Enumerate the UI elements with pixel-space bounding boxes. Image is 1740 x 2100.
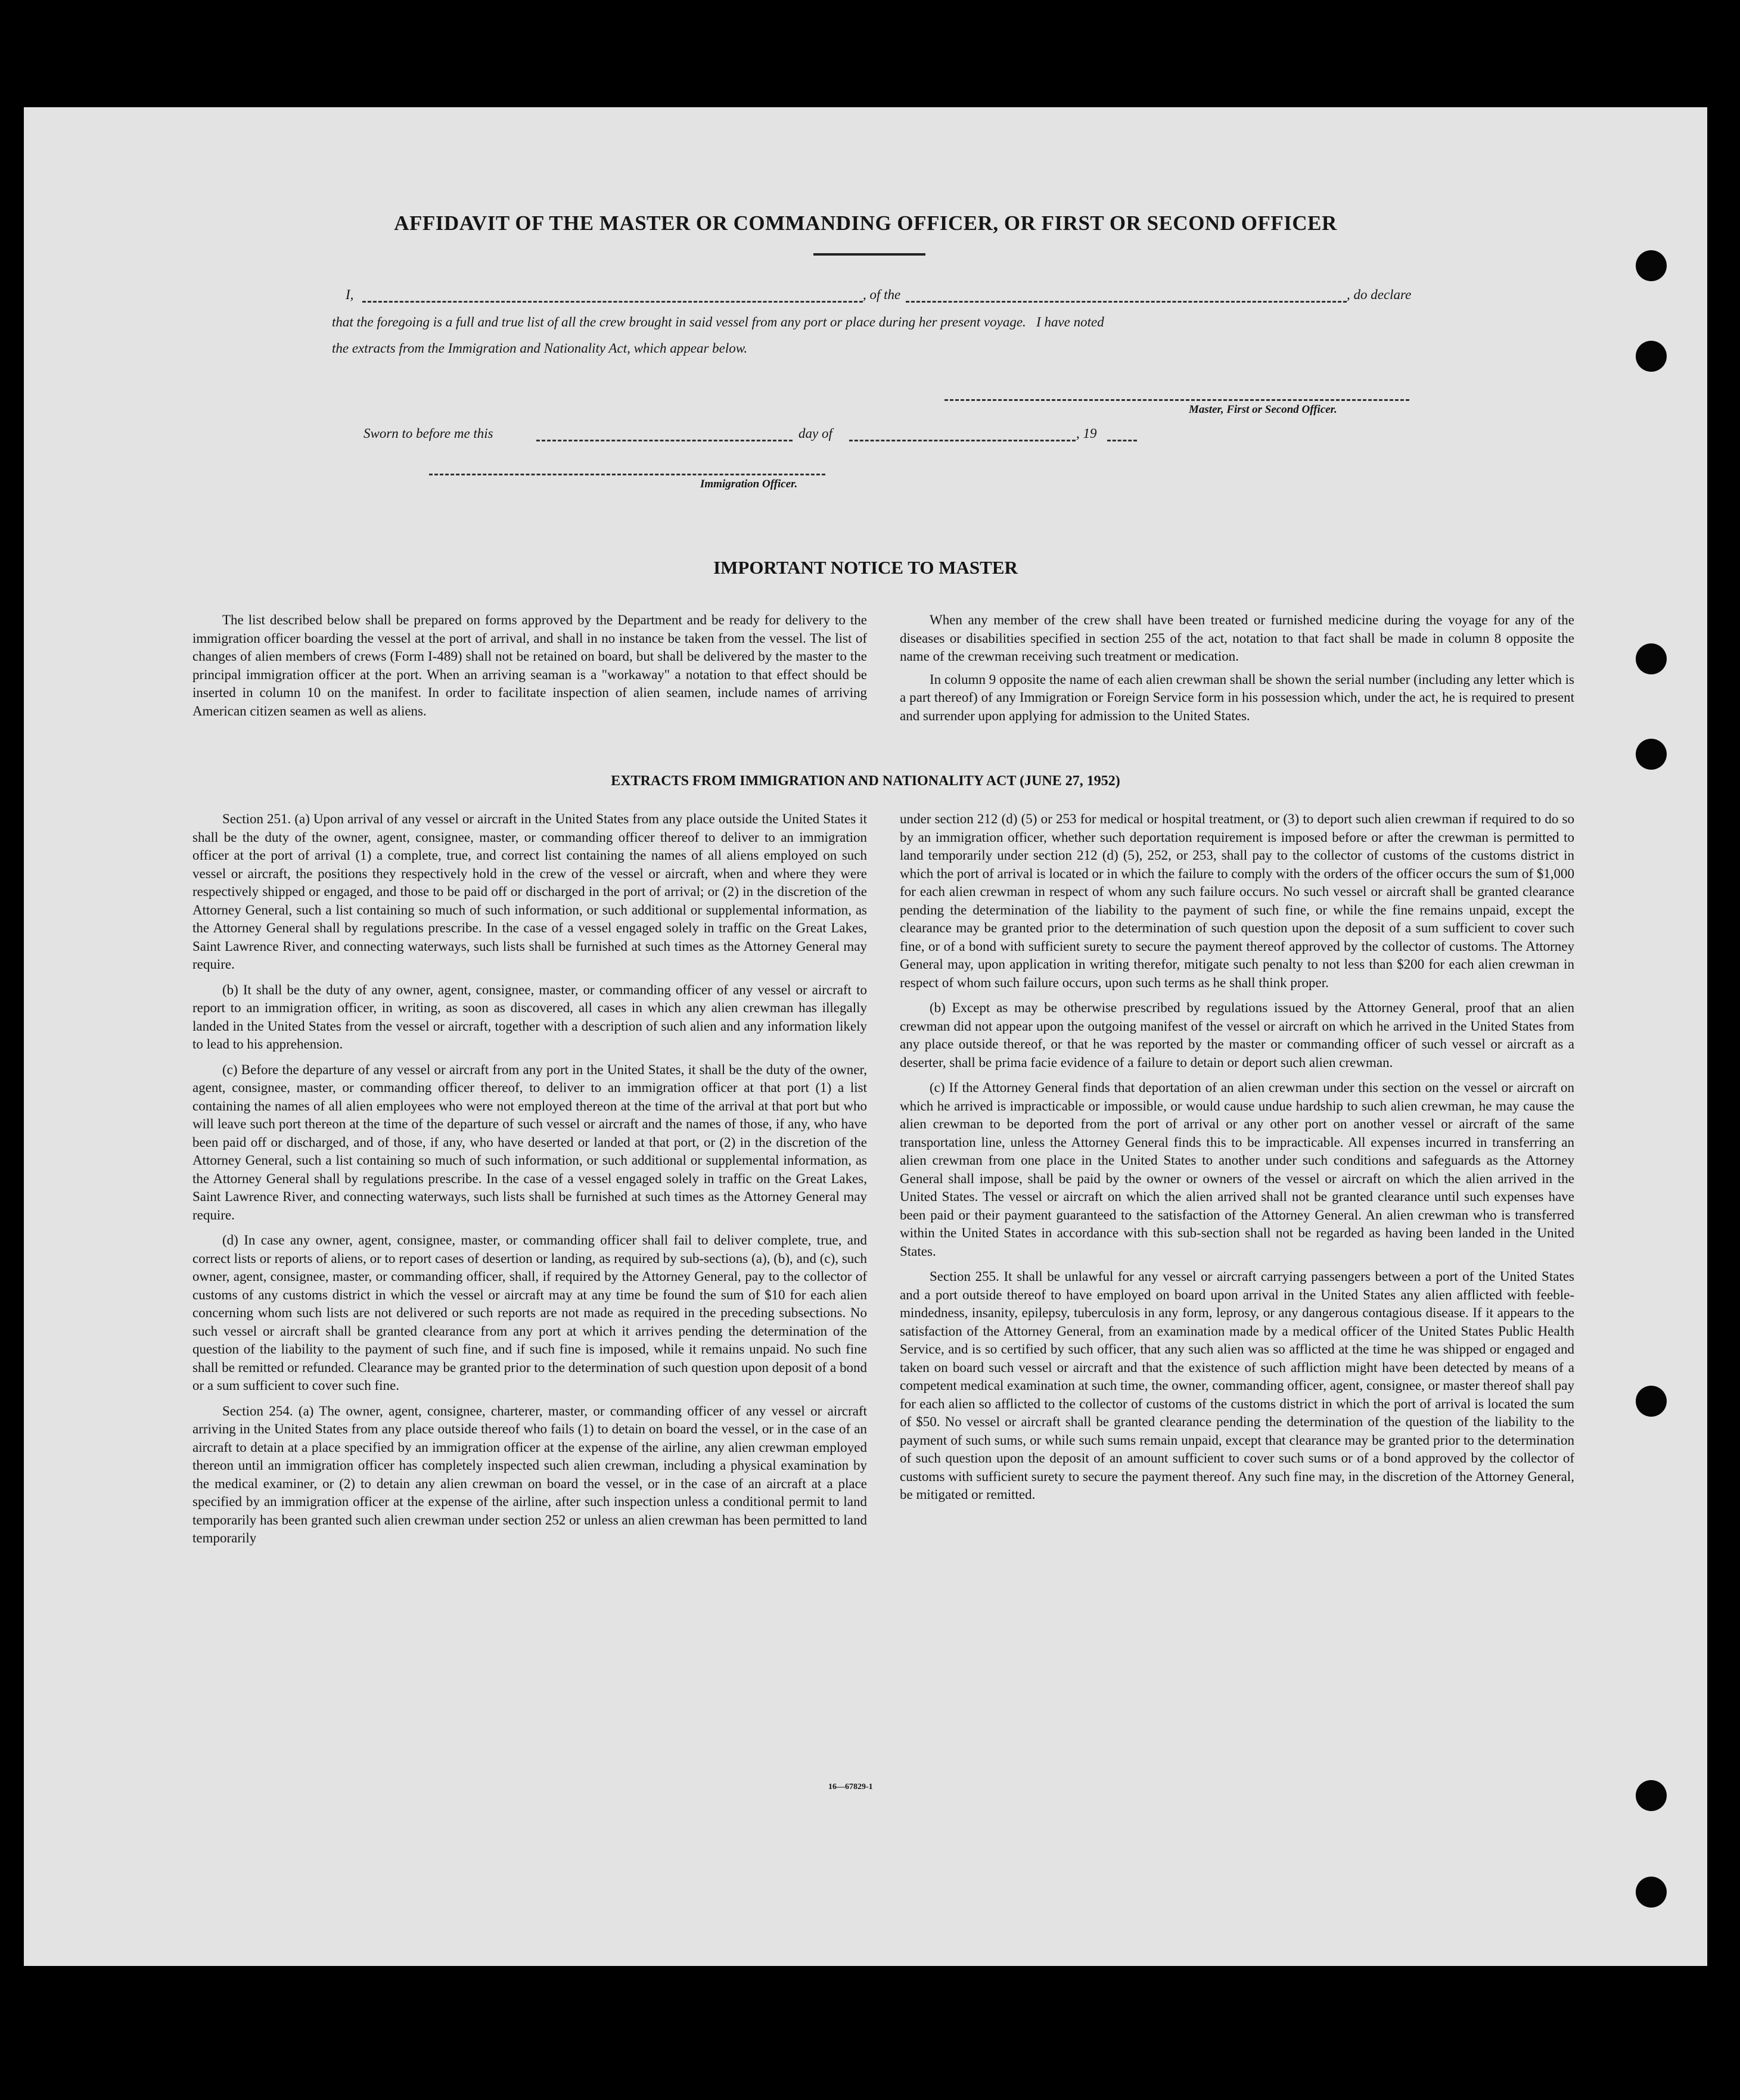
notice-paragraph: The list described below shall be prepared on forms approved by the Department and be ready for delivery to the immigration officer boarding the vessel at the port of arrival, and shall in no instance be taken from the vessel. The list of changes of alien members of crews (Form I-489) shall not be retained on board, but shall be delivered by the master to the principal immigration officer at the port. When an arriving seaman is a "workaway" a notation to that effect should be inserted in column 10 on the manifest. In order to facilitate inspection of alien seamen, include names of arriving American citizen seamen as well as aliens. — [192, 612, 867, 718]
punch-hole — [1636, 250, 1667, 281]
notice-title: IMPORTANT NOTICE TO MASTER — [713, 557, 1018, 578]
extract-paragraph: Section 251. (a) Upon arrival of any vessel or aircraft in the United States from any place outside the United States it shall be the duty of the owner, agent, consignee, master, or commanding officer thereof to deliver to an immigration officer at the port of arrival (1) a complete, true, and correct list containing the names of all aliens employed on such vessel or aircraft, the positions they respectively hold in the crew of the vessel or aircraft, when and where they were respectively shipped or engaged, and those to be paid off or discharged in the port of arrival; or (2) in the discretion of the Attorney General, such a list containing so much of such information, or such additional or supplemental information, as the Attorney General shall by regulations prescribe. In the case of a vessel engaged solely in traffic on the Great Lakes, Saint Lawrence River, and connecting waterways, such lists shall be furnished at such times as the Attorney General may require. — [192, 811, 867, 972]
master-signature-blank[interactable] — [944, 399, 1409, 401]
extracts-right-column — [900, 810, 1574, 1504]
affidavit-title: AFFIDAVIT OF THE MASTER OR COMMANDING OFFICER, OR FIRST OR SECOND OFFICER — [394, 211, 1337, 235]
sworn-day-blank[interactable] — [536, 440, 793, 441]
extract-paragraph: Section 255. It shall be unlawful for any vessel or aircraft carrying passengers between a port of the United States and a port outside thereof to have employed on board upon arrival in the United States any alien afflicted with feeble-mindedness, insanity, epilepsy, tuberculosis in any form, leprosy, or any dangerous contagious disease. If it appears to the satisfaction of the Attorney General, from an examination made by a medical officer of the United States Public Health Service, and is so certified by such officer, that any such alien was so afflicted at the time he was shipped or engaged and taken on board such vessel or aircraft and that the existence of such affliction might have been detected by means of a competent medical examination at such time, the owner, commanding officer, agent, consignee, or master thereof shall pay for each alien so afflicted to the collector of customs of the customs district in which the port of arrival is located the sum of $50. No vessel or aircraft shall be granted clearance pending the determination of the question of the liability to the payment of such sums, or while such sums remain unpaid, except that clearance may be granted prior to the determination of such question upon the deposit of an amount sufficient to cover such sums or of a bond approved by the collector of customs with sufficient surety to secure the payment thereof. Any such fine may, in the discretion of the Attorney General, be mitigated or remitted. — [900, 1269, 1574, 1502]
extracts-title: EXTRACTS FROM IMMIGRATION AND NATIONALITY ACT (JUNE 27, 1952) — [611, 773, 1120, 789]
affidavit-of-the-label: , of the — [863, 287, 901, 302]
extract-paragraph: under section 212 (d) (5) or 253 for medical or hospital treatment, or (3) to deport such alien crewman if required to do so by an immigration officer, whether such deportation requirement is imposed before or after the crewman is permitted to land temporarily under section 212 (d) (5), 252, or 253, shall pay to the collector of customs of the customs district in which the port of arrival is located or in which the failure to comply with the orders of the officer occurs the sum of $1,000 for each alien crewman in respect of whom any such failure occurs. No such vessel or aircraft shall be granted clearance pending the determination of the liability to the payment of such fine, or while the fine remains unpaid, except the clearance may be granted prior to the determination of such question upon the deposit of a sum sufficient to cover such fine, or of a bond with sufficient surety to secure the payment thereof approved by the collector of customs. The Attorney General may, upon application in writing therefor, mitigate such penalty to not less than $200 for each alien crewman in respect of whom such failure occurs, upon such terms as he shall think proper. — [900, 811, 1574, 990]
form-number: 16—67829-1 — [828, 1782, 873, 1791]
extract-paragraph: (b) It shall be the duty of any owner, agent, consignee, master, or commanding officer of any vessel or aircraft to report to an immigration officer, in writing, as soon as discovered, all cases in which any alien crewman has illegally landed in the United States from the vessel or aircraft, together with a description of such alien and any information likely to lead to his apprehension. — [192, 982, 867, 1051]
extract-paragraph: (d) In case any owner, agent, consignee, master, or commanding officer shall fail to deliver complete, true, and correct lists or reports of aliens, or to report cases of desertion or landing, as required by sub-sections (a), (b), and (c), such owner, agent, consignee, master, or commanding officer, shall, if required by the Attorney General, pay to the collector of customs of any customs district in which the vessel or aircraft may at any time be found the sum of $10 for each alien concerning whom such lists are not delivered or such reports are not made as required in the preceding subsections. No such vessel or aircraft shall be granted clearance from any port at which it arrives pending the determination of the question of the liability to the payment of such fine, and if such fine is imposed, while it remains unpaid. No such fine shall be remitted or refunded. Clearance may be granted prior to the determination of such question upon deposit of a bond or a sum sufficient to cover such fine. — [192, 1233, 867, 1393]
vessel-blank[interactable] — [906, 301, 1347, 303]
punch-hole — [1636, 739, 1667, 770]
affidavit-line-2: that the foregoing is a full and true list of all the crew brought in said vessel from any port or place during her present voyage. I have noted — [332, 315, 1104, 329]
sworn-year-blank[interactable] — [1107, 440, 1137, 441]
extract-paragraph: (c) If the Attorney General finds that deportation of an alien crewman under this section on the vessel or aircraft on which he arrived is impracticable or impossible, or would cause undue hardship to such alien crewman, he may cause the alien crewman to be deported from the port of arrival or any other port on another vessel or aircraft of the same transportation line, unless the Attorney General finds this to be impracticable. All expenses incurred in transferring an alien crewman from one place in the United States to another under such conditions and safeguards as the Attorney General shall impose, shall be paid by the owner or owners of the vessel or aircraft on which the alien arrived in the United States. The vessel or aircraft on which the alien arrived shall not be granted clearance until such expenses have been paid or their payment guaranteed to the satisfaction of the Attorney General. An alien crewman who is transferred within the United States in accordance with this sub-section shall not be regarded as having been landed in the United States. — [900, 1080, 1574, 1259]
punch-hole — [1636, 1877, 1667, 1908]
sworn-month-blank[interactable] — [849, 440, 1076, 441]
affidavit-i-label: I, — [346, 287, 354, 302]
year-prefix: , 19 — [1076, 426, 1097, 441]
affidavit-declare-label: , do declare — [1347, 287, 1412, 302]
name-blank[interactable] — [362, 301, 863, 303]
punch-hole — [1636, 1386, 1667, 1417]
punch-hole — [1636, 1780, 1667, 1811]
notice-paragraph: In column 9 opposite the name of each alien crewman shall be shown the serial number (including any letter which is a part thereof) of any Immigration or Foreign Service form in his possession which, under the act, he is required to present and surrender upon applying for admission to the United States. — [900, 671, 1574, 723]
notice-right-column — [900, 611, 1574, 725]
notice-paragraph: When any member of the crew shall have been treated or furnished medicine during the voyage for any of the diseases or disabilities specified in section 255 of the act, notation to that fact shall be made in column 8 opposite the name of the crewman receiving such treatment or medication. — [900, 612, 1574, 664]
day-of-label: day of — [798, 426, 832, 441]
punch-hole — [1636, 643, 1667, 674]
immigration-officer-caption: Immigration Officer. — [700, 478, 798, 490]
extract-paragraph: (b) Except as may be otherwise prescribed by regulations issued by the Attorney General, proof that an alien crewman did not appear upon the outgoing manifest of the vessel or aircraft on which he arrived in the United States from any place outside thereof, or that he was reported by the master or commanding officer of such vessel or aircraft as a deserter, shall be prima facie evidence of a failure to detain or deport such alien crewman. — [900, 1000, 1574, 1070]
title-divider — [813, 253, 925, 256]
extracts-left-column — [192, 810, 867, 1548]
extract-paragraph: Section 254. (a) The owner, agent, consignee, charterer, master, or commanding officer of any vessel or aircraft arriving in the United States from any place outside thereof who fails (1) to detain on board the vessel, or in the case of an aircraft to detain at a place specified by an immigration officer at the expense of the airline, any alien crewman employed thereon until an immigration officer has completely inspected such alien crewman, including a physical examination by the medical examiner, or (2) to detain any alien crewman on board the vessel, or in the case of an aircraft at a place specified by an immigration officer at the expense of the airline, after such inspection unless a conditional permit to land temporarily has been granted such alien crewman under section 252 or unless an alien crewman has been permitted to land temporarily — [192, 1403, 867, 1545]
affidavit-line-3: the extracts from the Immigration and Nationality Act, which appear below. — [332, 341, 748, 356]
immigration-officer-signature-blank[interactable] — [429, 474, 825, 475]
master-signature-caption: Master, First or Second Officer. — [1189, 403, 1337, 416]
extract-paragraph: (c) Before the departure of any vessel or aircraft from any port in the United States, it shall be the duty of the owner, agent, consignee, master, or commanding officer thereof, to deliver to an immigration officer at that port (1) a list containing the names of all alien employees who were not employed thereon at the time of the arrival at that port but who will leave such port thereon at the time of the departure of such vessel or aircraft and the names of those, if any, who have been paid off or discharged, and of those, if any, who have deserted or landed at that port, or (2) in the discretion of the Attorney General, such a list containing so much of such information, or such additional or supplemental information, as the Attorney General shall by regulations prescribe. In the case of a vessel engaged solely in traffic on the Great Lakes, Saint Lawrence River, and connecting waterways, such lists shall be furnished at such times as the Attorney General may require. — [192, 1062, 867, 1222]
notice-left-column — [192, 611, 867, 720]
document-page — [24, 107, 1707, 1966]
sworn-label: Sworn to before me this — [363, 426, 493, 441]
punch-hole — [1636, 341, 1667, 372]
